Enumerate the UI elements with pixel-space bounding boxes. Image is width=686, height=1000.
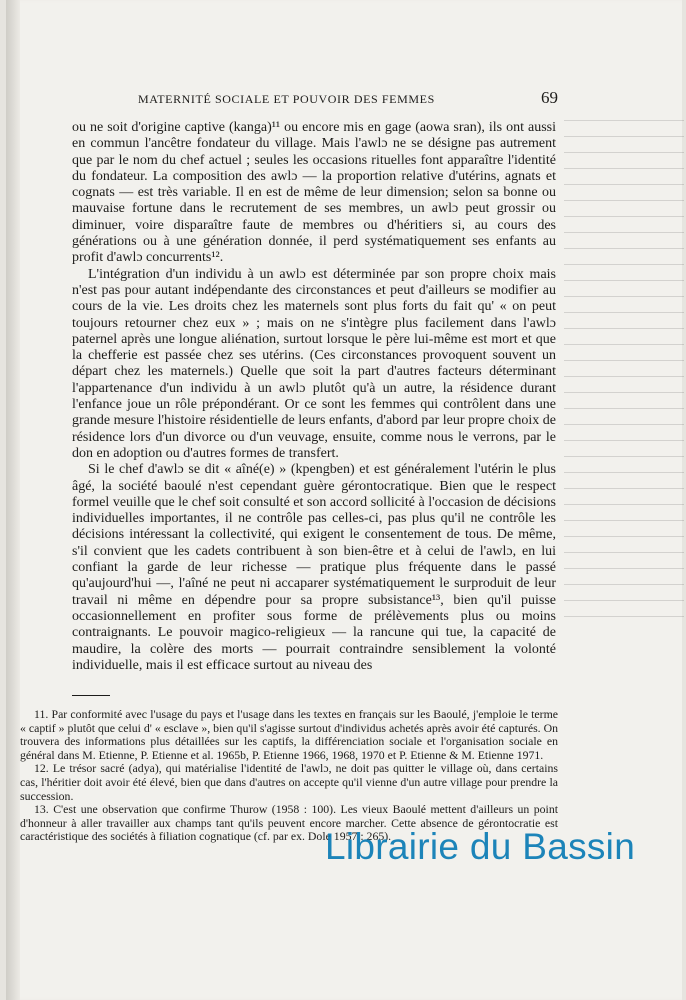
running-header: MATERNITÉ SOCIALE ET POUVOIR DES FEMMES (138, 92, 435, 106)
page-number: 69 (541, 88, 558, 107)
footnote-11: 11. Par conformité avec l'usage du pays et l'usage dans les textes en français sur les Baoulé, j'emploie le terme « captif » plutôt que celui d' « esclave », bien qu'il s'agisse surtout d'individus achetés après avoir été capturés. On trouvera des informations plus détaillées sur les captifs, la différenciation sociale et l'organisation sociale en général dans M. Etienne, P. Etienne et al. 1965b, P. Etienne 1966, 1968, 1970 et P. Etienne & M. Etienne 1971. (20, 707, 558, 762)
footnote-separator (72, 695, 110, 696)
footnote-12: 12. Le trésor sacré (adya), qui matérialise l'identité de l'awlɔ, ne doit pas quitter le village où, dans certains cas, l'héritier doit avoir été élevé, bien que dans d'autres on accepte qu'il vienne d'un autre village pour prendre la succession. (20, 761, 558, 803)
page-gutter-shadow (6, 0, 20, 1000)
paragraph-2: L'intégration d'un individu à un awlɔ est déterminée par son propre choix mais n'est pas pour autant indépendante des circonstances et peut d'ailleurs se modifier au cours de la vie. Les droits chez les maternels sont plus forts du fait qu' « on peut toujours retourner chez eux » ; mais on ne s'intègre plus facilement dans l'awlɔ paternel après une longue aliénation, surtout lorsque le père lui-même est mort et que la chefferie est passée chez ses utérins. (Ces circonstances provoquent souvent un départ chez les maternels.) Quelle que soit la part d'autres facteurs déterminant l'appartenance d'un individu à un awlɔ plutôt qu'à un autre, la résidence durant l'enfance joue un rôle prépondérant. Or ce sont les femmes qui contrôlent dans une grande mesure l'histoire résidentielle de leurs enfants, d'abord par leur propre choix de résidence lors d'un divorce ou d'un veuvage, ensuite, comme nous le verrons, par le don en adoption ou d'autres formes de transfert. (72, 266, 556, 461)
bleed-through-text (564, 120, 684, 640)
seller-watermark: Librairie du Bassin (325, 826, 636, 867)
footnotes (20, 708, 558, 844)
paragraph-3: Si le chef d'awlɔ se dit « aîné(e) » (kpengben) et est généralement l'utérin le plus âgé, la société baoulé n'est cependant guère gérontocratique. Bien que le respect formel veuille que le chef soit consulté et son accord sollicité à l'occasion de décisions individuelles importantes, il ne contrôle pas celles-ci, pas plus qu'il ne contrôle les décisions intéressant la collectivité, qui exigent le consentement de tous. De même, s'il convient que les cadets contribuent à son bien-être et à celui de l'awlɔ, en lui confiant la garde de leur richesse — pratique plus fréquente dans le passé qu'aujourd'hui —, l'aîné ne peut ni accaparer systématiquement le surproduit de leur travail ni même en dépendre pour sa propre subsistance¹³, bien qu'il puisse occasionnellement en profiter sous forme de prélèvements plus ou moins contraignants. Le pouvoir magico-religieux — la rancune qui tue, la capacité de maudire, la colère des morts — pourrait contraindre sensiblement la volonté individuelle, mais il est efficace surtout au niveau des (72, 462, 556, 673)
paragraph-1: ou ne soit d'origine captive (kanga)¹¹ ou encore mis en gage (aowa sran), ils ont aussi en commun l'ancêtre fondateur du village. Mais l'awlɔ ne se désigne pas autrement que par le nom du chef actuel ; seules les occasions rituelles font apparaître l'identité du fondateur. La composition des awlɔ — la proportion relative d'utérins, agnats et cognats — est très variable. Il en est de même de leur dimension; selon sa bonne ou mauvaise fortune dans le recrutement de ses membres, un awlɔ peut grossir ou diminuer, voire disparaître faute de membres ou d'héritiers si, au cours des générations ou à une génération donnée, il perd systématiquement ses enfants au profit d'awlɔ concurrents¹². (72, 120, 556, 266)
footnote-13: 13. C'est une observation que confirme Thurow (1958 : 100). Les vieux Baoulé mettent d'ailleurs un point d'honneur à aller travailler aux champs tant qu'ils peuvent encore marcher. Cette absence de gérontocratie est caractéristique des sociétés à filiation cognatique (cf. par ex. Dole 1957 : 265). (20, 802, 558, 844)
main-text (72, 120, 556, 674)
